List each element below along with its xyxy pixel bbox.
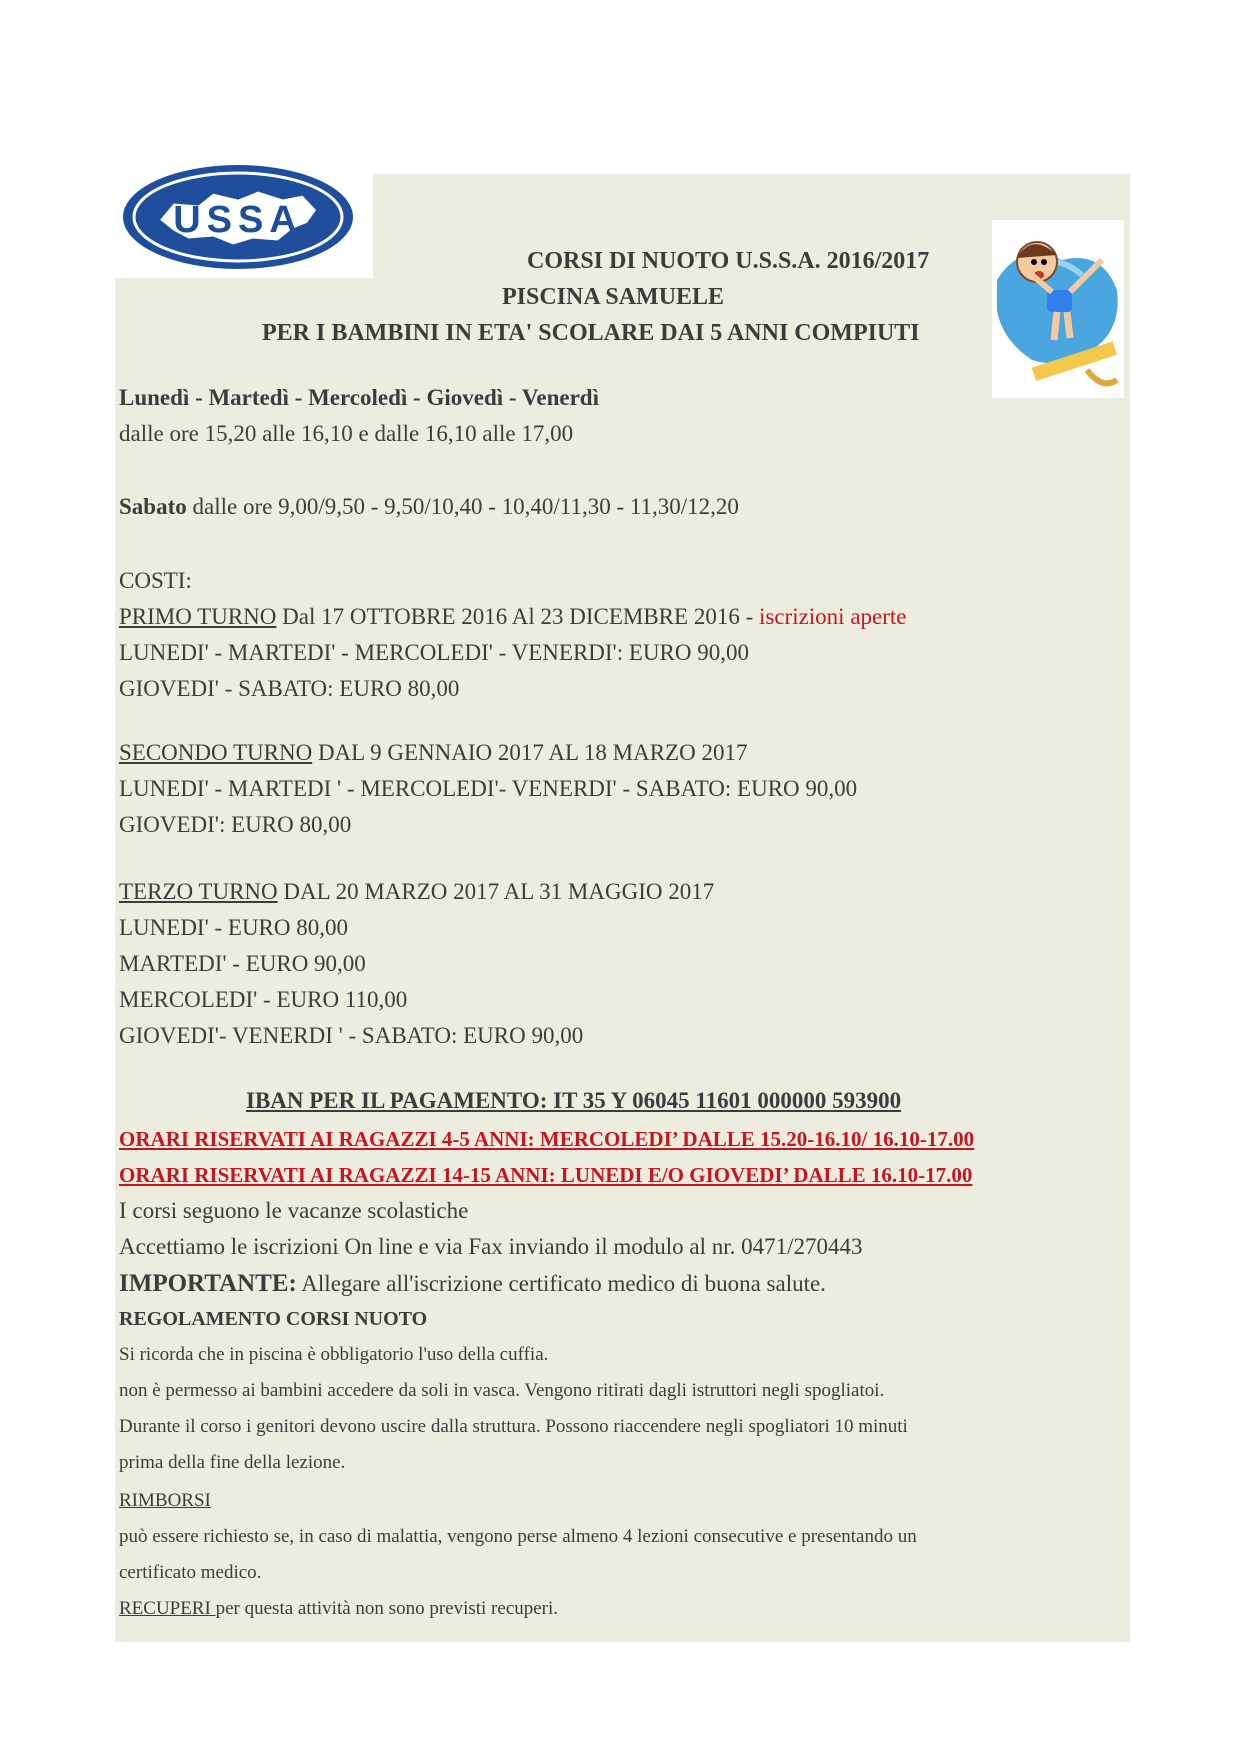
recovery-text: per questa attività non sono previsti recuperi. xyxy=(215,1598,559,1619)
rules-line-4: prima della fine della lezione. xyxy=(119,1452,346,1473)
third-turn-dates: DAL 20 MARZO 2017 AL 31 MAGGIO 2017 xyxy=(277,879,715,904)
logo-text: USSA xyxy=(173,199,303,241)
rules-title: REGOLAMENTO CORSI NUOTO xyxy=(119,1308,428,1330)
third-turn-header xyxy=(119,879,714,905)
second-turn-price-2: GIOVEDI': EURO 80,00 xyxy=(119,812,352,837)
reserved-hours-4-5: ORARI RISERVATI AI RAGAZZI 4-5 ANNI: MERCOLEDI’ DALLE 15.20-16.10/ 16.10-17.00 xyxy=(119,1127,975,1151)
rules-line-3: Durante il corso i genitori devono uscire dalla struttura. Possono riaccendere negli spogliatori 10 minuti xyxy=(119,1416,908,1437)
second-turn-label: SECONDO TURNO xyxy=(119,740,313,765)
third-turn-price-4: GIOVEDI'- VENERDI ' - SABATO: EURO 90,00 xyxy=(119,1023,584,1048)
reserved-hours-14-15: ORARI RISERVATI AI RAGAZZI 14-15 ANNI: LUNEDI E/O GIOVEDI’ DALLE 16.10-17.00 xyxy=(119,1163,973,1187)
important-text: Allegare all'iscrizione certificato medico di buona salute. xyxy=(296,1271,826,1296)
first-turn-header xyxy=(119,604,907,630)
second-turn-dates: DAL 9 GENNAIO 2017 AL 18 MARZO 2017 xyxy=(312,740,748,765)
saturday-hours: dalle ore 9,00/9,50 - 9,50/10,40 - 10,40/11,30 - 11,30/12,20 xyxy=(186,494,739,519)
costs-title: COSTI: xyxy=(119,568,192,593)
refund-title: RIMBORSI xyxy=(119,1490,211,1511)
iban-line: IBAN PER IL PAGAMENTO: IT 35 Y 06045 11601 000000 593900 xyxy=(246,1088,902,1113)
recovery-title: RECUPERI xyxy=(119,1598,216,1619)
recovery-line xyxy=(119,1598,558,1620)
holidays-note: I corsi seguono le vacanze scolastiche xyxy=(119,1198,469,1223)
third-turn-price-2: MARTEDI' - EURO 90,00 xyxy=(119,951,366,976)
weekdays-label: Lunedì - Martedì - Mercoledì - Giovedì - Venerdì xyxy=(119,385,599,410)
enrollment-status: iscrizioni aperte xyxy=(758,604,907,629)
ussa-logo xyxy=(118,162,358,272)
title-line-1: CORSI DI NUOTO U.S.S.A. 2016/2017 xyxy=(527,248,930,274)
refund-line-1: può essere richiesto se, in caso di malattia, vengono perse almeno 4 lezioni consecutive e presentando un xyxy=(119,1526,917,1547)
first-turn-dates: Dal 17 OTTOBRE 2016 Al 23 DICEMBRE 2016 - xyxy=(276,604,759,629)
first-turn-price-2: GIOVEDI' - SABATO: EURO 80,00 xyxy=(119,676,460,701)
saturday-line xyxy=(119,494,739,520)
title-line-3: PER I BAMBINI IN ETA' SCOLARE DAI 5 ANNI COMPIUTI xyxy=(262,320,920,346)
second-turn-header xyxy=(119,740,747,766)
weekday-hours: dalle ore 15,20 alle 16,10 e dalle 16,10 alle 17,00 xyxy=(119,421,574,446)
refund-line-2: certificato medico. xyxy=(119,1562,262,1583)
third-turn-price-3: MERCOLEDI' - EURO 110,00 xyxy=(119,987,408,1012)
third-turn-label: TERZO TURNO xyxy=(119,879,278,904)
third-turn-price-1: LUNEDI' - EURO 80,00 xyxy=(119,915,349,940)
saturday-label: Sabato xyxy=(119,494,187,519)
first-turn-price-1: LUNEDI' - MARTEDI' - MERCOLEDI' - VENERDI': EURO 90,00 xyxy=(119,640,749,665)
second-turn-price-1: LUNEDI' - MARTEDI ' - MERCOLEDI'- VENERDI' - SABATO: EURO 90,00 xyxy=(119,776,858,801)
title-line-2: PISCINA SAMUELE xyxy=(502,284,725,310)
rules-line-2: non è permesso ai bambini accedere da soli in vasca. Vengono ritirati dagli istruttori negli spogliatoi. xyxy=(119,1380,885,1401)
first-turn-label: PRIMO TURNO xyxy=(119,604,277,629)
important-label: IMPORTANTE: xyxy=(119,1270,297,1297)
enrollment-note: Accettiamo le iscrizioni On line e via Fax inviando il modulo al nr. 0471/270443 xyxy=(119,1234,863,1259)
rules-line-1: Si ricorda che in piscina è obbligatorio l'uso della cuffia. xyxy=(119,1344,549,1365)
diver-illustration xyxy=(992,220,1124,398)
important-note xyxy=(119,1270,826,1298)
